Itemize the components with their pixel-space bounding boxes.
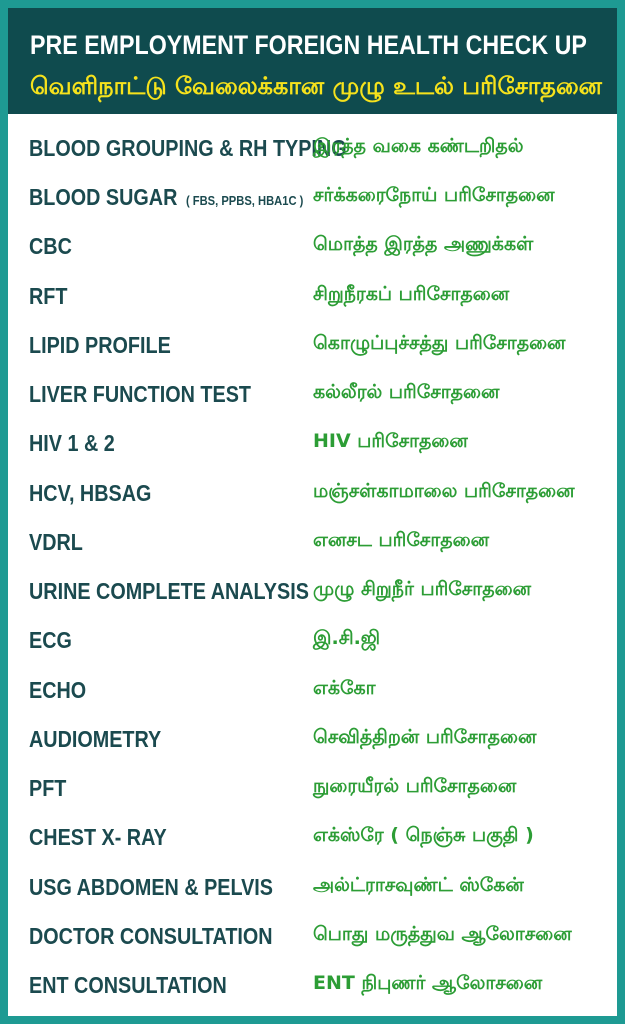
test-name-en: URINE COMPLETE ANALYSIS bbox=[29, 578, 309, 604]
test-name-en-main: BLOOD SUGAR bbox=[29, 184, 178, 210]
test-row bbox=[8, 468, 617, 517]
test-name-en: HCV, HBSAG bbox=[29, 480, 152, 506]
test-name-en: DOCTOR CONSULTATION bbox=[29, 923, 273, 949]
test-row bbox=[8, 172, 617, 221]
test-row bbox=[8, 615, 617, 664]
title-english: PRE EMPLOYMENT FOREIGN HEALTH CHECK UP bbox=[30, 30, 587, 60]
test-row bbox=[8, 418, 617, 467]
test-name-en: AUDIOMETRY bbox=[29, 726, 162, 752]
test-name-en: PFT bbox=[29, 775, 67, 801]
test-name-ta: இரத்த வகை கண்டறிதல் bbox=[313, 135, 524, 157]
test-name-ta: சர்க்கரைநோய் பரிசோதனை bbox=[313, 184, 555, 206]
test-name-ta: எக்கோ bbox=[313, 677, 376, 699]
test-row bbox=[8, 911, 617, 960]
test-row bbox=[8, 714, 617, 763]
test-name-en: ENT CONSULTATION bbox=[29, 972, 227, 998]
test-name-en: ECG bbox=[29, 627, 72, 653]
test-row bbox=[8, 665, 617, 714]
test-name-ta: முழு சிறுநீர் பரிசோதனை bbox=[313, 578, 532, 600]
test-row bbox=[8, 221, 617, 270]
test-row bbox=[8, 862, 617, 911]
test-name-en: USG ABDOMEN & PELVIS bbox=[29, 874, 273, 900]
test-row bbox=[8, 320, 617, 369]
test-name-en: BLOOD GROUPING & RH TYPING bbox=[29, 135, 347, 161]
test-list-panel bbox=[8, 114, 617, 1016]
test-row bbox=[8, 271, 617, 320]
test-name-ta: கல்லீரல் பரிசோதனை bbox=[313, 381, 500, 403]
test-row bbox=[8, 763, 617, 812]
test-name-ta: மஞ்சள்காமாலை பரிசோதனை bbox=[313, 480, 575, 502]
poster-header bbox=[8, 8, 617, 114]
test-row bbox=[8, 960, 617, 1009]
test-name-ta: எக்ஸ்ரே ( நெஞ்சு பகுதி ) bbox=[313, 824, 534, 846]
test-name-en: VDRL bbox=[29, 529, 83, 555]
test-name-ta: பொது மருத்துவ ஆலோசனை bbox=[313, 923, 572, 945]
test-name-en bbox=[29, 184, 303, 211]
test-name-en-note: ( FBS, PPBS, HBA1C ) bbox=[185, 193, 304, 208]
test-name-ta: மொத்த இரத்த அணுக்கள் bbox=[313, 233, 534, 255]
test-name-en: CHEST X- RAY bbox=[29, 824, 167, 850]
test-row bbox=[8, 123, 617, 172]
test-name-ta: கொழுப்புச்சத்து பரிசோதனை bbox=[313, 332, 566, 354]
test-row bbox=[8, 812, 617, 861]
test-row bbox=[8, 517, 617, 566]
test-name-ta: ENT நிபுணர் ஆலோசனை bbox=[313, 972, 543, 994]
test-name-en: RFT bbox=[29, 283, 68, 309]
test-name-en: LIPID PROFILE bbox=[29, 332, 171, 358]
test-name-ta: எனசட பரிசோதனை bbox=[313, 529, 490, 551]
test-name-en: CBC bbox=[29, 233, 72, 259]
test-name-en: HIV 1 & 2 bbox=[29, 430, 115, 456]
test-name-ta: இ.சி.ஜி bbox=[313, 627, 381, 649]
title-tamil: வெளிநாட்டு வேலைக்கான முழு உடல் பரிசோதனை bbox=[30, 72, 602, 100]
test-row bbox=[8, 566, 617, 615]
test-name-ta: அல்ட்ராசவுண்ட் ஸ்கேன் bbox=[313, 874, 524, 896]
test-name-ta: சிறுநீரகப் பரிசோதனை bbox=[313, 283, 510, 305]
test-name-ta: நுரையீரல் பரிசோதனை bbox=[313, 775, 517, 797]
test-name-ta: HIV பரிசோதனை bbox=[313, 430, 468, 452]
test-name-ta: செவித்திறன் பரிசோதனை bbox=[313, 726, 537, 748]
test-name-en: ECHO bbox=[29, 677, 87, 703]
test-name-en: LIVER FUNCTION TEST bbox=[29, 381, 251, 407]
test-row bbox=[8, 369, 617, 418]
